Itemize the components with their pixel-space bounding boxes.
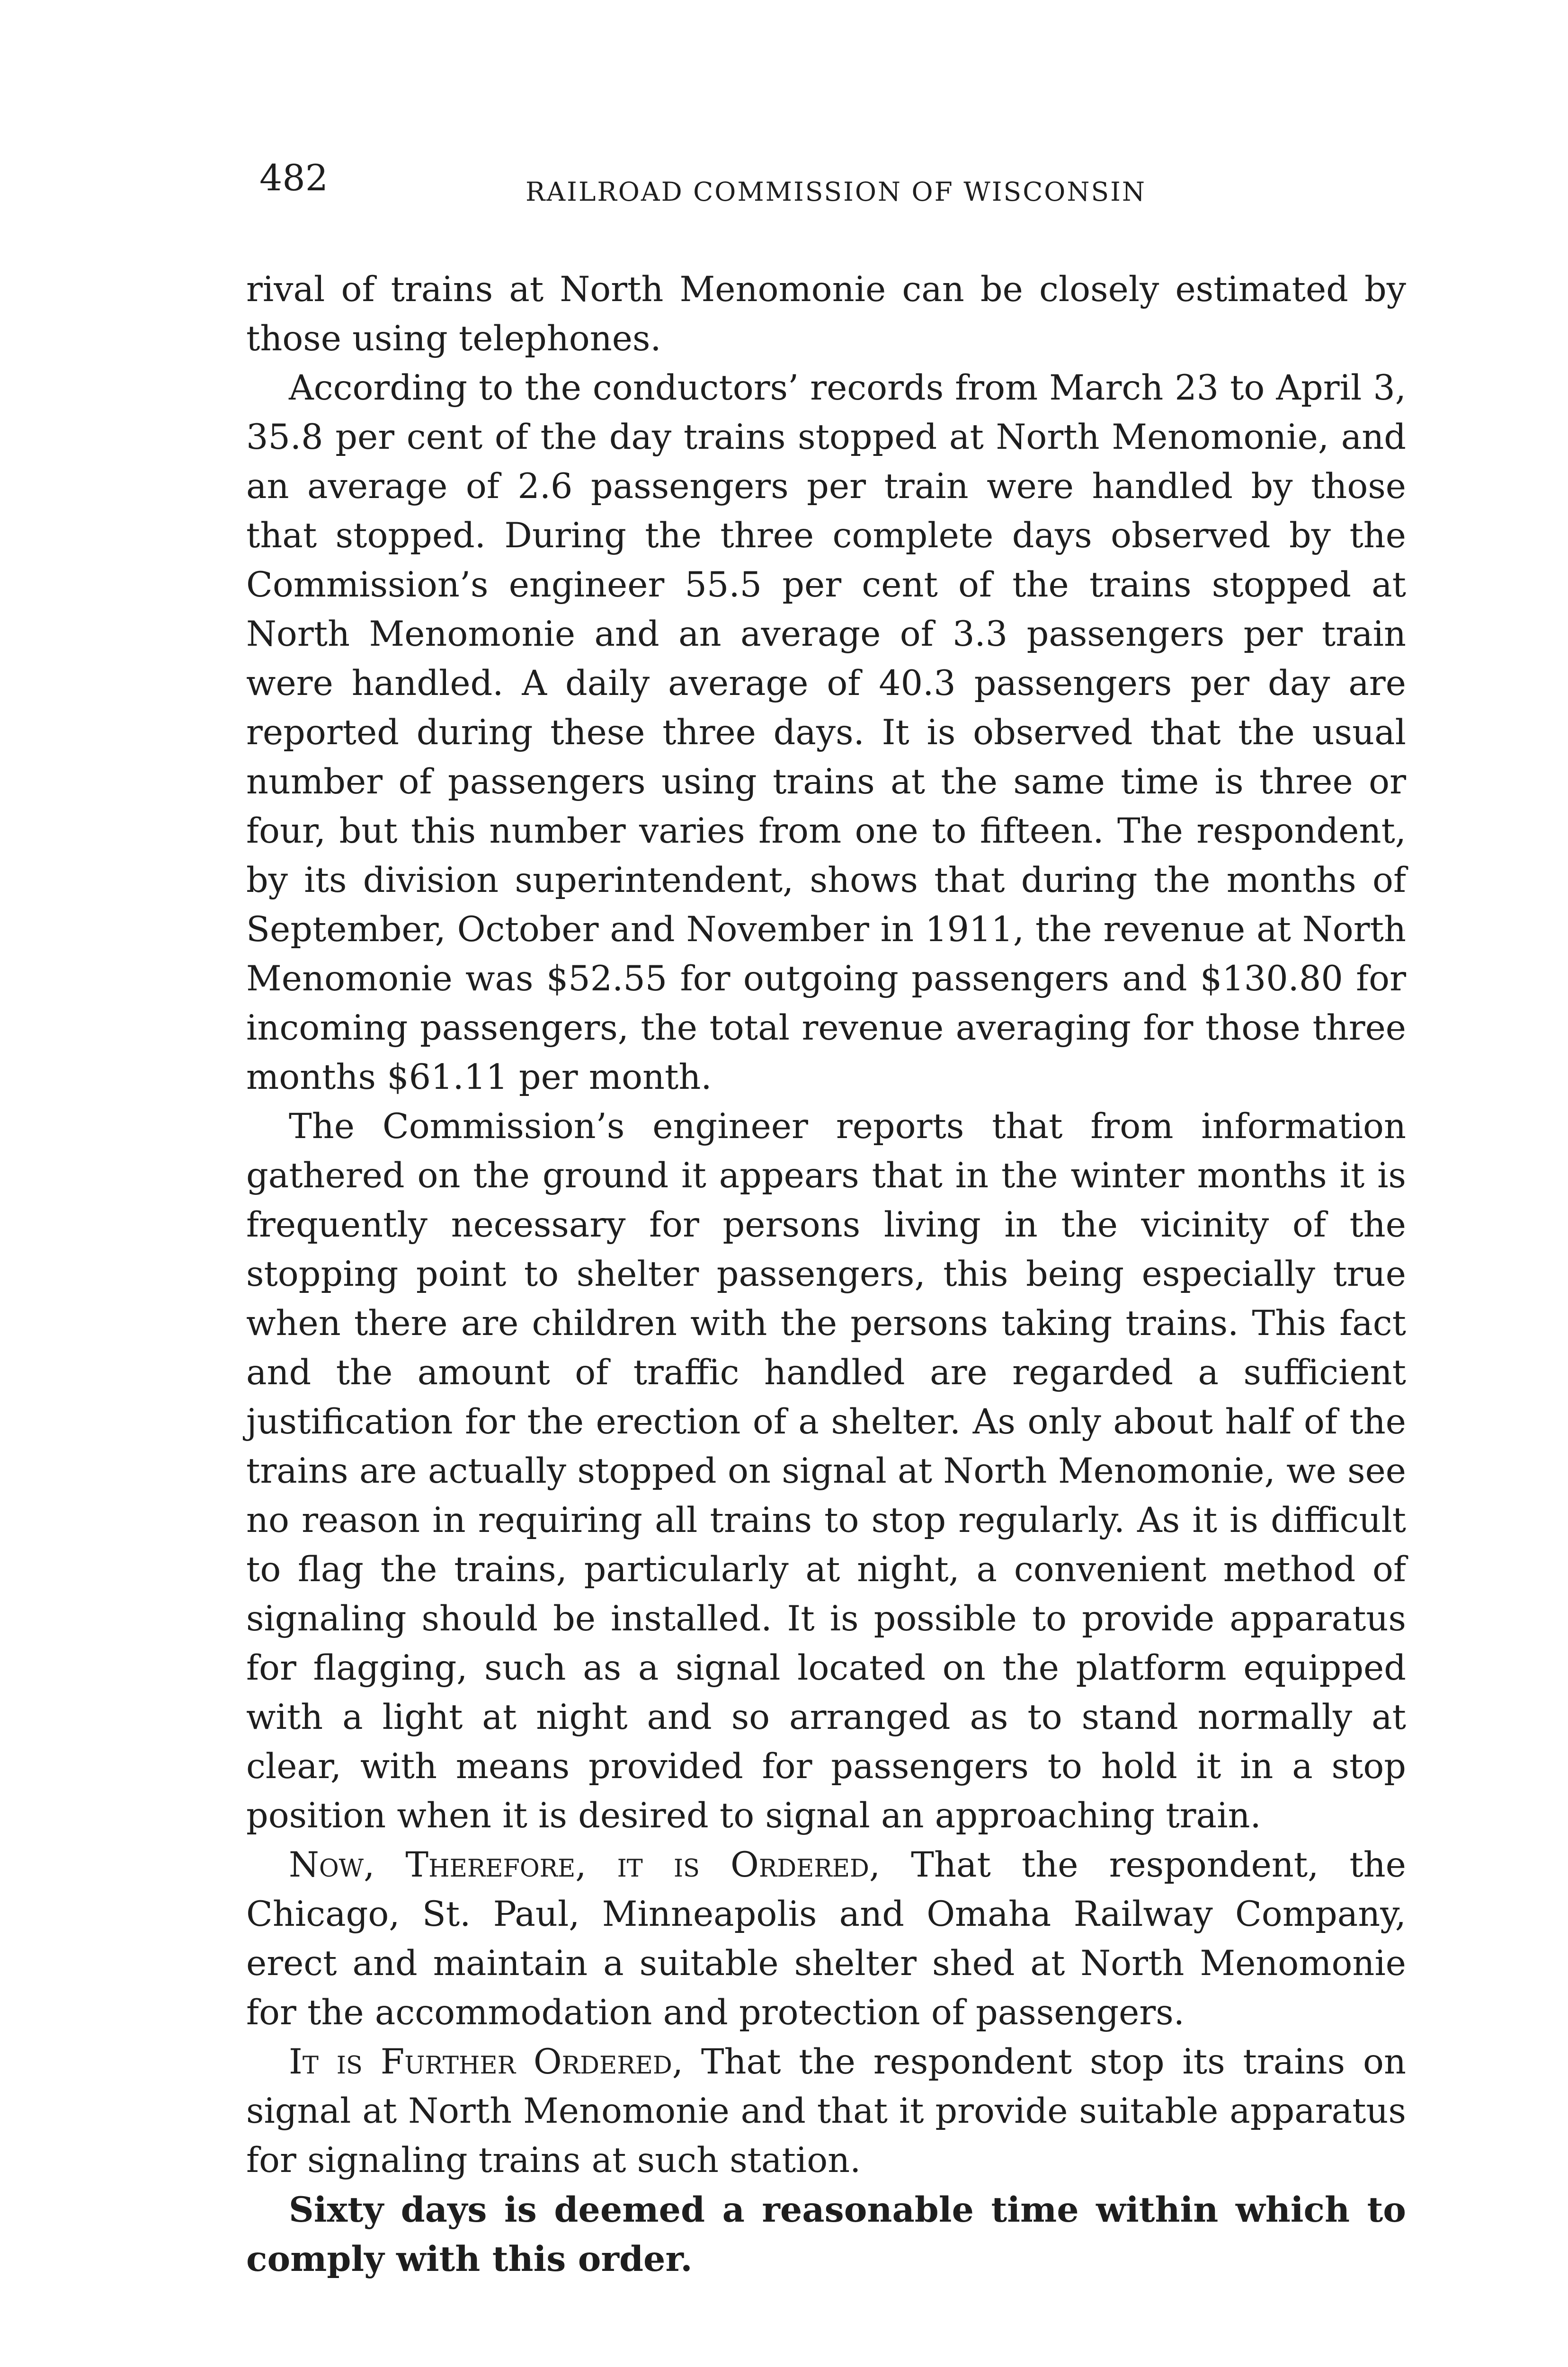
paragraph-engineer-report: The Commission’s engineer reports that from information gathered on the ground it appears that in the winter months it is frequently necessary for persons living in the vicinity of the stopping point to shelter passengers, this being especially true when there are children with the persons taking trains. This fact and the amount of traffic handled are regarded a sufficient justification for the erection of a shelter. As only about half of the trains are actually stopped on signal at North Menomonie, we see no reason in requiring all trains to stop regularly. As it is difficult to flag the trains, particularly at night, a convenient method of signaling should be installed. It is possible to provide apparatus for flagging, such as a signal located on the platform equipped with a light at night and so arranged as to stand normally at clear, with means provided for passengers to hold it in a stop position when it is desired to signal an approaching train. — [246, 1106, 1406, 1836]
order-text: That the respondent, the Chicago, St. Paul, Minneapolis and Omaha Railway Company, erect and maintain a suitable shelter shed at North Menomonie for the accommodation and protection of passengers. — [246, 1845, 1406, 2033]
paragraph-compliance: Sixty days is deemed a reasonable time within which to comply with this order. — [246, 2189, 1406, 2279]
paragraph-conductors-records: According to the conductors’ records from March 23 to April 3, 35.8 per cent of the day trains stopped at North Menomonie, and an average of 2.6 passengers per train were handled by those that stopped. During the three complete days observed by the Commission’s engineer 55.5 per cent of the trains stopped at North Menomonie and an average of 3.3 passengers per train were handled. A daily average of 40.3 passengers per day are reported during these three days. It is observed that the usual number of passengers using trains at the same time is three or four, but this number varies from one to fifteen. The respondent, by its division superintendent, shows that during the months of September, October and November in 1911, the revenue at North Menomonie was $52.55 for outgoing passengers and $130.80 for incoming passengers, the total revenue averaging for those three months $61.11 per month. — [246, 368, 1406, 1097]
further-order-lead: It is Further Ordered, — [289, 2042, 683, 2082]
paragraph-further-order — [246, 2038, 1406, 2185]
paragraph-continuation: rival of trains at North Menomonie can be closely estimated by those using telephones. — [246, 269, 1406, 359]
document-body — [246, 265, 1406, 2284]
paragraph-order-shelter — [246, 1841, 1406, 2038]
running-header: RAILROAD COMMISSION OF WISCONSIN — [526, 177, 1147, 207]
further-order-text: That the respondent stop its trains on signal at North Menomonie and that it provide suitable apparatus for signaling trains at such station. — [246, 2042, 1406, 2180]
order-lead: Now, Therefore, it is Ordered, — [289, 1845, 881, 1885]
page-number: 482 — [259, 157, 329, 199]
